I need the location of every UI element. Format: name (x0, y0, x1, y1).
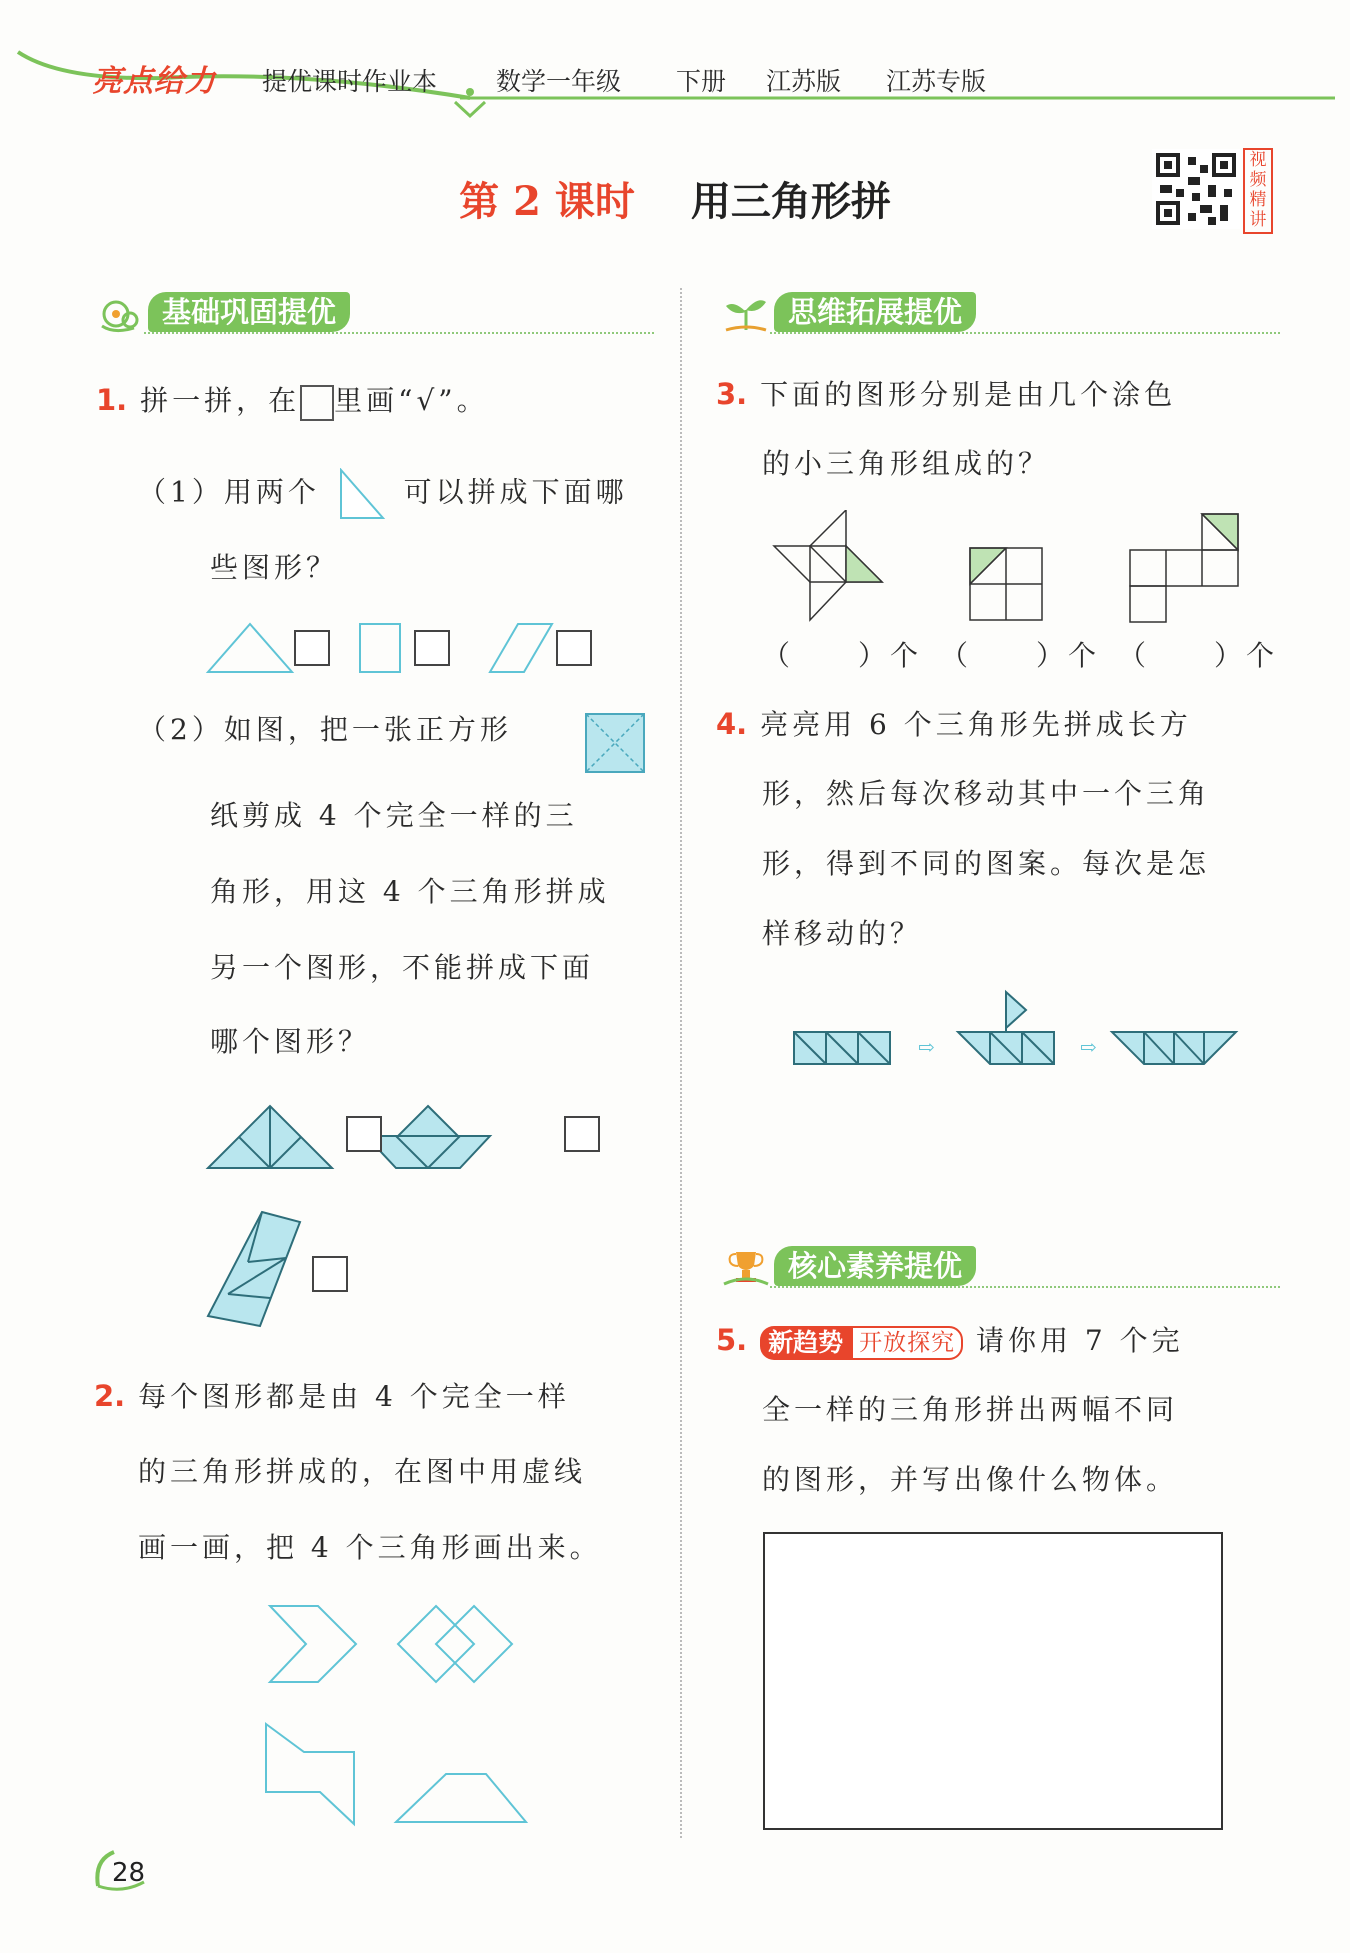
section-thinking-title: 思维拓展提优 (774, 292, 976, 332)
q1-part1-b: 可以拼成下面哪 (403, 475, 628, 509)
section-basic (94, 290, 654, 330)
q1-part2-line1: （2）如图，把一张正方形 (138, 713, 512, 746)
q1-option-big-triangle-checkbox[interactable] (346, 1116, 382, 1152)
q1-part2-line5: 哪个图形？ (210, 1025, 371, 1058)
q2-number: 2. (94, 1379, 126, 1413)
q4-figures (790, 988, 1240, 1068)
trend-badge: 新趋势 (760, 1326, 851, 1360)
answer-box-icon (300, 385, 334, 421)
lesson-title (0, 170, 1350, 227)
cut-square-icon (584, 712, 646, 774)
brand-logo: 亮点给力 (92, 64, 216, 99)
trophy-icon (720, 1244, 772, 1288)
q5-line1-text: 请你用 7 个完 (976, 1324, 1184, 1357)
section-thinking (720, 290, 1280, 330)
q4-line4: 样移动的？ (762, 917, 923, 950)
q2-line1 (94, 1378, 570, 1415)
q4-line1-text: 亮亮用 6 个三角形先拼成长方 (760, 708, 1192, 741)
q3-line2: 的小三角形组成的？ (762, 447, 1051, 480)
q2-line2: 的三角形拼成的，在图中用虚线 (138, 1455, 587, 1488)
q3-blank-1[interactable]: （ ）个 (762, 639, 923, 672)
open-explore-badge: 开放探究 (851, 1326, 963, 1360)
video-label-char: 讲 (1249, 210, 1267, 230)
q4-line1 (716, 706, 1192, 743)
q1-part2-options (204, 1098, 624, 1338)
video-label (1243, 148, 1273, 234)
q4-number: 4. (716, 707, 748, 741)
q4-line3: 形，得到不同的图案。每次是怎 (762, 847, 1211, 880)
q3-figures (770, 510, 1250, 630)
sprout-icon (720, 290, 772, 334)
q5-number: 5. (716, 1323, 748, 1357)
arrow-right-icon: ⇨ (918, 1035, 935, 1059)
q1-part1-a: （1）用两个 (138, 475, 320, 509)
q1-part1-c: 些图形？ (210, 551, 339, 584)
q1-stem (96, 382, 489, 421)
lesson-number: 第 2 课时 (459, 178, 635, 225)
q5-line1 (716, 1322, 1184, 1360)
qr-code-icon[interactable] (1152, 148, 1240, 230)
q5-line2: 全一样的三角形拼出两幅不同 (762, 1393, 1179, 1426)
q1-stem-b: 里画“√”。 (334, 384, 489, 417)
q1-option-parallelogram-checkbox[interactable] (556, 630, 592, 666)
q3-number: 3. (716, 377, 748, 411)
q1-part1 (138, 468, 628, 520)
q3-blank-2[interactable]: （ ）个 (940, 639, 1101, 672)
section-basic-title: 基础巩固提优 (148, 292, 350, 332)
header-volume: 下册 (676, 67, 727, 96)
header-special: 江苏专版 (886, 67, 987, 96)
video-label-char: 视 (1249, 150, 1267, 170)
page-number: 28 (112, 1858, 146, 1888)
q1-number: 1. (96, 383, 128, 417)
q5-answer-area[interactable] (763, 1532, 1223, 1830)
header-grade: 数学一年级 (496, 67, 622, 96)
section-core-title: 核心素养提优 (774, 1246, 976, 1286)
q1-option-boat-checkbox[interactable] (564, 1116, 600, 1152)
section-core (720, 1244, 1280, 1284)
q2-line3: 画一画，把 4 个三角形画出来。 (138, 1531, 602, 1564)
q1-option-rectangle-checkbox[interactable] (414, 630, 450, 666)
right-triangle-icon (337, 468, 387, 520)
q1-option-triangle-checkbox[interactable] (294, 630, 330, 666)
q2-shapes[interactable] (260, 1600, 620, 1840)
header-edition: 江苏版 (766, 67, 842, 96)
column-divider (680, 288, 682, 1838)
video-label-char: 频 (1249, 170, 1267, 190)
q3-line1 (716, 376, 1176, 413)
video-label-char: 精 (1249, 190, 1267, 210)
q1-part2-line4: 另一个图形，不能拼成下面 (210, 951, 595, 984)
q3-blank-3[interactable]: （ ）个 (1118, 639, 1279, 672)
q4-line2: 形，然后每次移动其中一个三角 (762, 777, 1211, 810)
lesson-name: 用三角形拼 (690, 178, 891, 225)
q1-part2-line3: 角形，用这 4 个三角形拼成 (210, 875, 610, 908)
header-subtitle: 提优课时作业本 (262, 67, 438, 96)
q2-line1-text: 每个图形都是由 4 个完全一样 (138, 1380, 570, 1413)
q3-line1-text: 下面的图形分别是由几个涂色 (760, 378, 1177, 411)
gears-icon (94, 290, 146, 334)
arrow-right-icon: ⇨ (1080, 1035, 1097, 1059)
q5-line3: 的图形，并写出像什么物体。 (762, 1463, 1179, 1496)
q1-part2-line2: 纸剪成 4 个完全一样的三 (210, 799, 578, 832)
q1-stem-a: 拼一拼，在 (140, 384, 301, 417)
q1-option-parallelogram-checkbox-2[interactable] (312, 1256, 348, 1292)
